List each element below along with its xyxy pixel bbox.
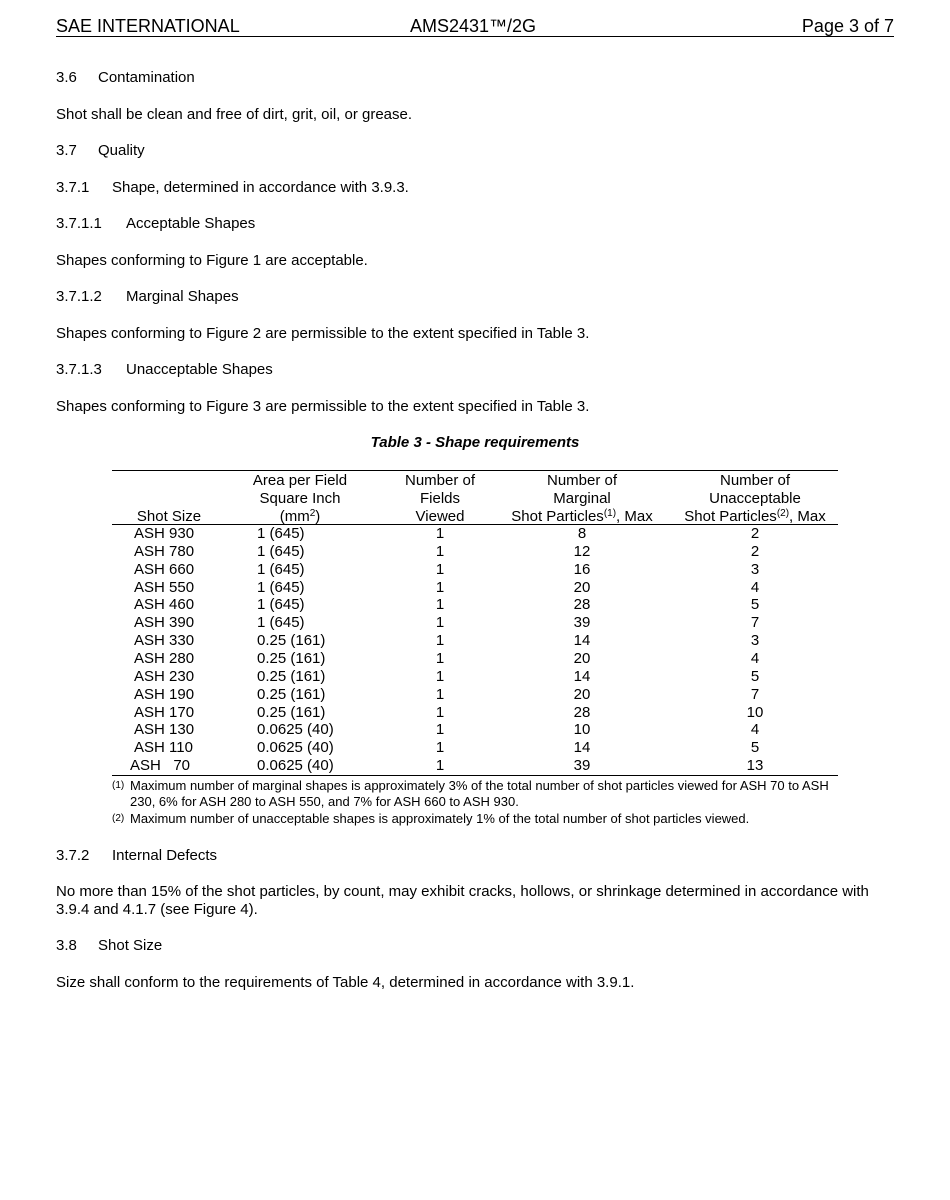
cell-shot-size: ASH 780 <box>134 542 195 560</box>
cell-fields: 1 <box>435 578 445 596</box>
cell-fields: 1 <box>435 721 445 739</box>
cell-shot-size: ASH 330 <box>134 632 195 650</box>
cell-marginal: 14 <box>573 632 591 650</box>
table-row <box>112 650 838 668</box>
cell-marginal: 39 <box>573 614 591 632</box>
header-marginal-particles: Number of Marginal Shot Particles$^{(1)}$, Max <box>511 472 653 525</box>
header-shot-size: Shot Size <box>136 508 202 525</box>
header-area-per-field: Area per Field Square Inch $(mm^2)$ <box>252 472 348 525</box>
cell-area: 0.0625 (40) <box>257 739 334 757</box>
section-3-7-1-2-heading: 3.7.1.2 Marginal Shapes <box>56 288 239 305</box>
cell-unacceptable: 5 <box>750 667 760 685</box>
cell-unacceptable: 13 <box>746 757 764 775</box>
cell-unacceptable: 2 <box>750 525 760 542</box>
cell-marginal: 28 <box>573 703 591 721</box>
cell-fields: 1 <box>435 685 445 703</box>
header-unacceptable-particles: Number of Unacceptable Shot Particles$^{(2)}$, Max <box>684 472 826 525</box>
table-row <box>112 739 838 757</box>
cell-area: 0.25 (161) <box>257 667 326 685</box>
table-row <box>112 632 838 650</box>
table-row <box>112 596 838 614</box>
cell-shot-size: ASH 130 <box>134 721 195 739</box>
cell-marginal: 20 <box>573 649 591 667</box>
cell-unacceptable: 4 <box>750 649 760 667</box>
cell-fields: 1 <box>435 542 445 560</box>
table-caption: Table 3 - Shape requirements <box>370 434 580 451</box>
cell-area: 0.25 (161) <box>257 649 326 667</box>
cell-fields: 1 <box>435 649 445 667</box>
cell-shot-size: ASH 660 <box>134 560 195 578</box>
cell-area: 1 (645) <box>257 578 305 596</box>
section-3-7-1-3-heading: 3.7.1.3 Unacceptable Shapes <box>56 361 273 378</box>
section-3-8-heading: 3.8 Shot Size <box>56 937 163 954</box>
section-3-7-2-heading: 3.7.2 Internal Defects <box>56 847 218 864</box>
cell-shot-size: ASH 280 <box>134 649 195 667</box>
section-3-8-text: Size shall conform to the requirements of Table 4, determined in accordance with 3.9.1. <box>56 974 635 991</box>
cell-area: 0.25 (161) <box>257 685 326 703</box>
cell-marginal: 20 <box>573 685 591 703</box>
cell-marginal: 8 <box>577 525 587 542</box>
cell-unacceptable: 5 <box>750 739 760 757</box>
cell-shot-size: ASH 460 <box>134 596 195 614</box>
table-row <box>112 525 838 543</box>
section-3-7-heading: 3.7 Quality <box>56 142 145 159</box>
table-row <box>112 579 838 597</box>
cell-area: 0.25 (161) <box>257 632 326 650</box>
cell-marginal: 12 <box>573 542 591 560</box>
table-bottom-rule <box>112 775 838 776</box>
cell-fields: 1 <box>435 757 445 775</box>
page-header <box>56 14 894 37</box>
cell-shot-size: ASH 70 <box>130 757 191 775</box>
cell-shot-size: ASH 930 <box>134 525 195 542</box>
section-3-7-1-heading: 3.7.1 Shape, determined in accordance with 3.9.3. <box>56 179 409 196</box>
cell-area: 1 (645) <box>257 525 305 542</box>
cell-fields: 1 <box>435 560 445 578</box>
cell-unacceptable: 7 <box>750 685 760 703</box>
cell-area: 0.25 (161) <box>257 703 326 721</box>
cell-fields: 1 <box>435 667 445 685</box>
cell-marginal: 28 <box>573 596 591 614</box>
cell-unacceptable: 10 <box>746 703 764 721</box>
cell-marginal: 39 <box>573 757 591 775</box>
section-3-7-1-1-text: Shapes conforming to Figure 1 are acceptable. <box>56 252 368 269</box>
cell-area: 1 (645) <box>257 596 305 614</box>
cell-shot-size: ASH 230 <box>134 667 195 685</box>
cell-area: 0.0625 (40) <box>257 757 334 775</box>
header-fields-viewed: Number of Fields Viewed <box>404 472 476 525</box>
cell-area: 1 (645) <box>257 614 305 632</box>
cell-fields: 1 <box>435 614 445 632</box>
cell-area: 1 (645) <box>257 560 305 578</box>
cell-shot-size: ASH 110 <box>134 739 193 757</box>
header-page-number: Page 3 of 7 <box>801 16 894 36</box>
header-org: SAE INTERNATIONAL <box>56 16 240 36</box>
section-3-7-1-1-heading: 3.7.1.1 Acceptable Shapes <box>56 215 256 232</box>
cell-fields: 1 <box>435 525 445 542</box>
cell-marginal: 10 <box>573 721 591 739</box>
cell-unacceptable: 4 <box>750 721 760 739</box>
cell-unacceptable: 2 <box>750 542 760 560</box>
table-top-rule <box>112 470 838 471</box>
table-row <box>112 668 838 686</box>
table-row <box>112 757 838 775</box>
table-row <box>112 686 838 704</box>
section-3-7-1-2-text: Shapes conforming to Figure 2 are permissible to the extent specified in Table 3. <box>56 325 590 342</box>
table-row <box>112 543 838 561</box>
table-row <box>112 614 838 632</box>
cell-fields: 1 <box>435 739 445 757</box>
cell-shot-size: ASH 190 <box>134 685 195 703</box>
section-3-6-text: Shot shall be clean and free of dirt, grit, oil, or grease. <box>56 106 413 123</box>
section-3-7-2-text: No more than 15% of the shot particles, by count, may exhibit cracks, hollows, or shrinkage determined in accordance with 3.9.4 and 4.1.7 (see Figure 4). <box>56 883 869 918</box>
cell-marginal: 20 <box>573 578 591 596</box>
cell-marginal: 14 <box>573 667 591 685</box>
cell-unacceptable: 3 <box>750 632 760 650</box>
cell-fields: 1 <box>435 703 445 721</box>
cell-unacceptable: 3 <box>750 560 760 578</box>
table-row <box>112 561 838 579</box>
table-row <box>112 721 838 739</box>
cell-unacceptable: 7 <box>750 614 760 632</box>
cell-marginal: 16 <box>573 560 591 578</box>
cell-fields: 1 <box>435 596 445 614</box>
cell-fields: 1 <box>435 632 445 650</box>
cell-shot-size: ASH 550 <box>134 578 195 596</box>
cell-marginal: 14 <box>573 739 591 757</box>
section-3-6-heading: 3.6 Contamination <box>56 69 195 86</box>
cell-unacceptable: 4 <box>750 578 760 596</box>
cell-area: 0.0625 (40) <box>257 721 334 739</box>
header-doc-number: AMS2431™/2G <box>410 16 537 36</box>
cell-area: 1 (645) <box>257 542 305 560</box>
cell-unacceptable: 5 <box>750 596 760 614</box>
cell-shot-size: ASH 390 <box>134 614 195 632</box>
section-3-7-1-3-text: Shapes conforming to Figure 3 are permissible to the extent specified in Table 3. <box>56 398 590 415</box>
table-row <box>112 704 838 722</box>
cell-shot-size: ASH 170 <box>134 703 195 721</box>
